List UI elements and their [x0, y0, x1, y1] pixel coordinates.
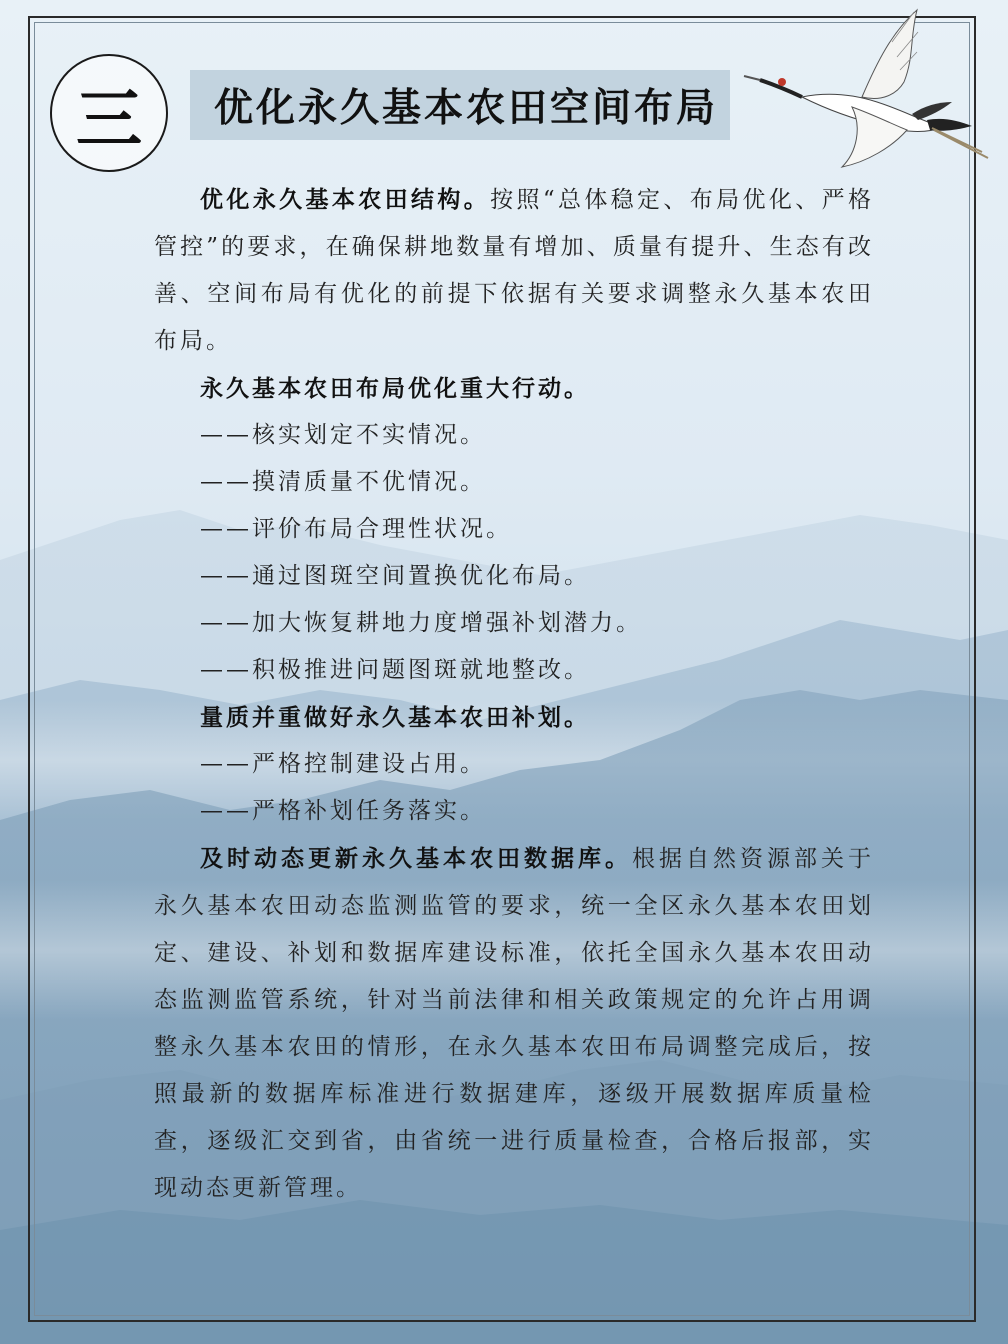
section-number: 三 [76, 79, 142, 158]
list-item: ——严格补划任务落实。 [200, 798, 486, 824]
section-title-bar [190, 70, 730, 140]
list-item: ——摸清质量不优情况。 [200, 469, 486, 495]
paragraph-structure [154, 176, 874, 365]
list-item: ——积极推进问题图斑就地整改。 [200, 657, 590, 683]
section-title: 优化永久基本农田空间布局 [214, 85, 719, 131]
list-item: ——严格控制建设占用。 [200, 751, 486, 777]
list-item: ——评价布局合理性状况。 [200, 516, 512, 542]
subheading-supplement: 量质并重做好永久基本农田补划。 [200, 704, 590, 731]
paragraph-text: 按照“总体稳定、布局优化、严格管控”的要求，在确保耕地数量有增加、质量有提升、生态有改善、空间布局有优化的前提下依据有关要求调整永久基本农田布局。 [154, 187, 875, 354]
paragraph-lead: 优化永久基本农田结构。 [200, 186, 491, 213]
paragraph-text: 根据自然资源部关于永久基本农田动态监测监管的要求，统一全区永久基本农田划定、建设、补划和数据库建设标准，依托全国永久基本农田动态监测监管系统，针对当前法律和相关政策规定的允许占用调整永久基本农田的情形，在永久基本农田布局调整完成后，按照最新的数据库标准进行数据建库，逐级开展数据库质量检查，逐级汇交到省，由省统一进行质量检查，合格后报部，实现动态更新管理。 [154, 846, 874, 1201]
list-item: ——核实划定不实情况。 [200, 422, 486, 448]
list-item: ——加大恢复耕地力度增强补划潜力。 [200, 610, 642, 636]
subheading-major-action: 永久基本农田布局优化重大行动。 [200, 375, 590, 402]
paragraph-database [154, 835, 874, 1212]
paragraph-lead: 及时动态更新永久基本农田数据库。 [200, 845, 632, 872]
section-number-badge [50, 54, 168, 172]
article-body [154, 176, 874, 1212]
flying-crane-icon [742, 2, 992, 172]
list-item: ——通过图斑空间置换优化布局。 [200, 563, 590, 589]
